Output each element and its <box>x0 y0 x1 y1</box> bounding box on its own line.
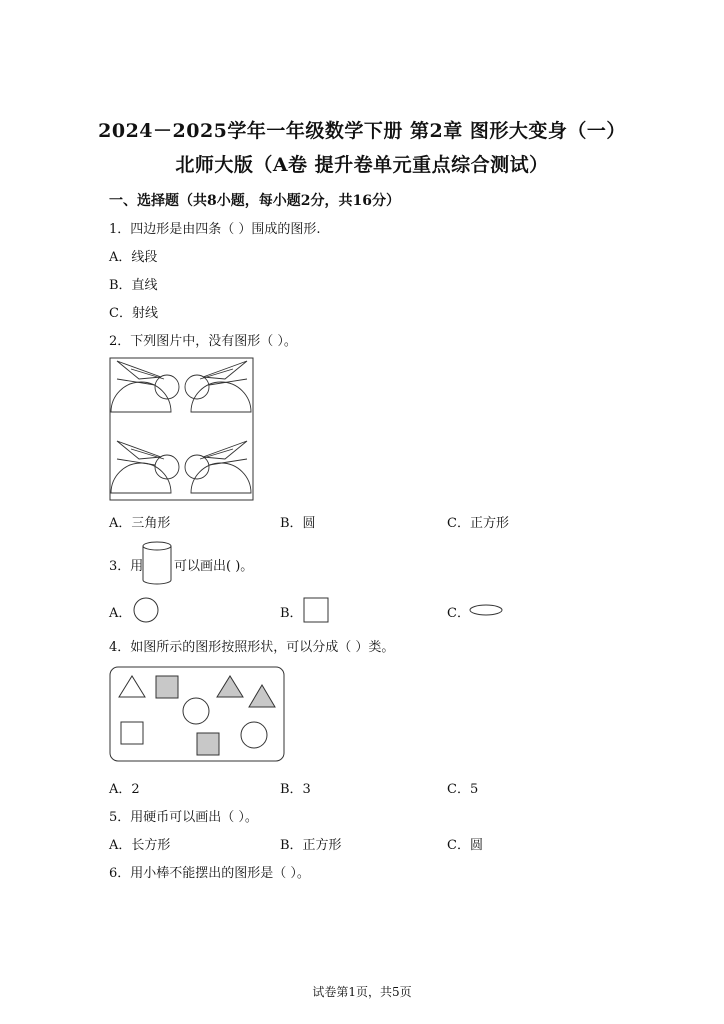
question-6-stem: 6．用小棒不能摆出的图形是（ ）。 <box>109 866 310 881</box>
question-2-option-c: C．正方形 <box>447 516 509 531</box>
question-2-stem: 2．下列图片中，没有图形（ ）。 <box>109 334 297 349</box>
question-1-option-c: C．射线 <box>109 306 158 321</box>
question-3-option-c: C． <box>447 606 470 621</box>
question-5-option-a: A．长方形 <box>109 838 171 853</box>
question-4-option-c: C．5 <box>447 782 479 797</box>
exam-title-line1: 2024－2025学年一年级数学下册 第2章 图形大变身（一） <box>98 120 626 142</box>
page-footer: 试卷第1页，共5页 <box>312 985 412 999</box>
question-4-stem: 4．如图所示的图形按照形状，可以分成（ ）类。 <box>109 640 395 655</box>
question-2-option-b: B．圆 <box>280 516 316 531</box>
question-5-option-b: B．正方形 <box>280 838 342 853</box>
question-1-option-a: A．线段 <box>109 250 158 265</box>
question-3-stem-suffix: 可以画出( )。 <box>174 559 254 574</box>
question-1-stem: 1．四边形是由四条（ ）围成的图形. <box>109 222 321 237</box>
question-3-option-a: A． <box>109 606 132 621</box>
rabbit-pattern-figure <box>109 357 255 501</box>
square-shape-icon <box>302 596 330 624</box>
question-4-option-b: B．3 <box>280 782 311 797</box>
question-3-option-b: B． <box>280 606 303 621</box>
shape-sorting-figure <box>109 666 285 762</box>
ellipse-shape-icon <box>468 602 504 618</box>
question-5-option-c: C．圆 <box>447 838 483 853</box>
question-5-stem: 5．用硬币可以画出（ ）。 <box>109 810 258 825</box>
question-3-stem-prefix: 3．用 <box>109 559 144 574</box>
question-1-option-b: B．直线 <box>109 278 158 293</box>
section-heading: 一、选择题（共8小题，每小题2分，共16分） <box>109 193 400 209</box>
question-2-option-a: A．三角形 <box>109 516 171 531</box>
circle-shape-icon <box>132 596 160 624</box>
question-4-option-a: A．2 <box>109 782 140 797</box>
exam-title-line2: 北师大版（A卷 提升卷单元重点综合测试） <box>175 154 549 176</box>
cylinder-icon <box>141 540 173 586</box>
